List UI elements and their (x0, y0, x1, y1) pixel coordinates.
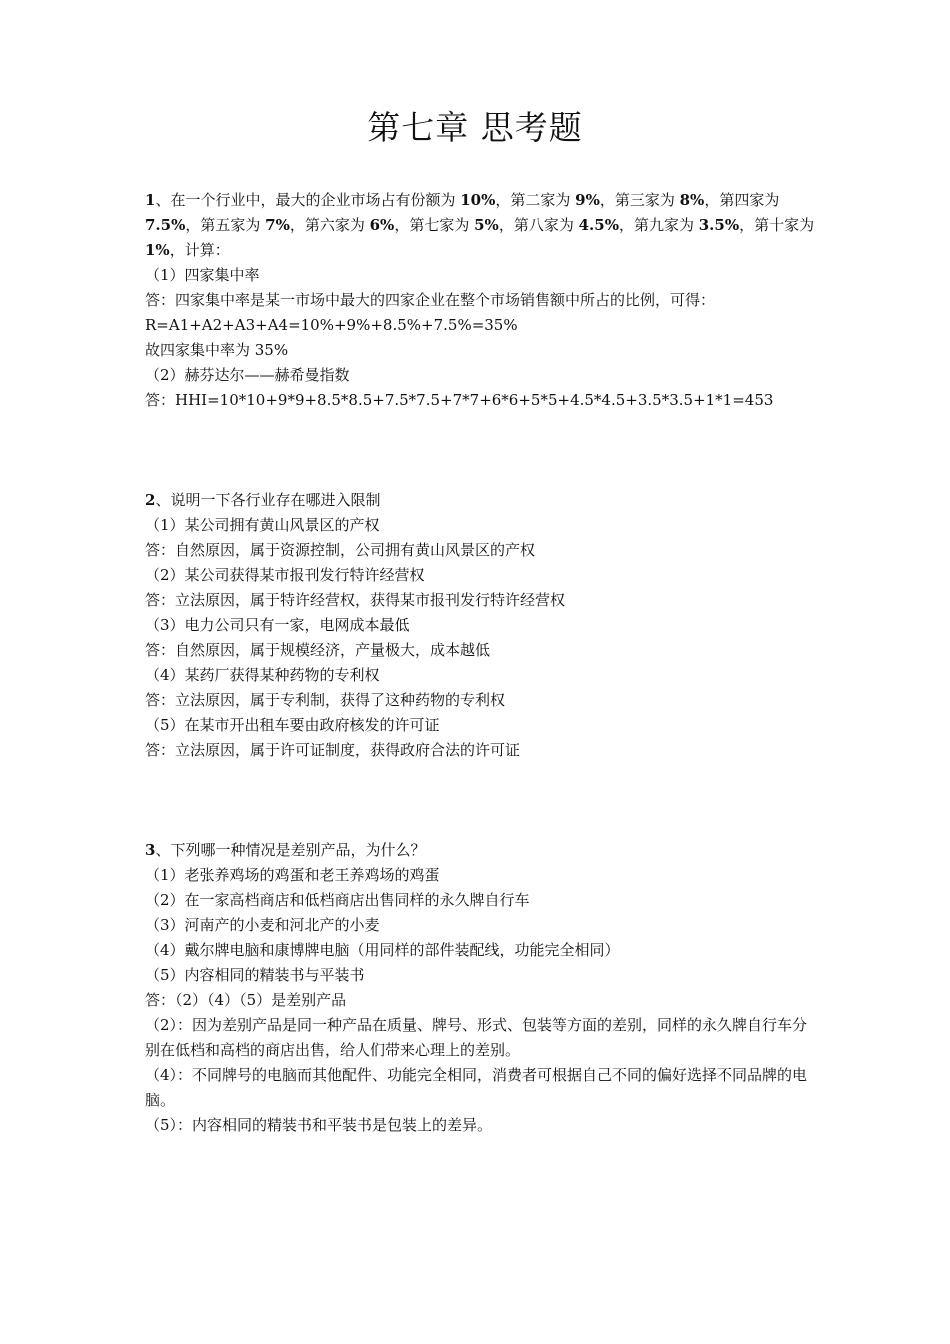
sub-question: （1）老张养鸡场的鸡蛋和老王养鸡场的鸡蛋 (145, 866, 440, 884)
share-value: 1% (145, 241, 170, 259)
prompt-text: ，第二家为 (495, 191, 576, 209)
share-value: 7% (265, 216, 290, 234)
answer-line: 故四家集中率为 35% (145, 341, 289, 359)
heading-text: 、说明一下各行业存在哪进入限制 (155, 491, 381, 509)
sub-question: （1）四家集中率 (145, 266, 260, 284)
answer-line: 答：立法原因，属于特许经营权，获得某市报刊发行特许经营权 (145, 591, 566, 609)
sub-question: （2）在一家高档商店和低档商店出售同样的永久牌自行车 (145, 891, 530, 909)
prompt-text: ，第四家为 (704, 191, 780, 209)
sub-question: （2）某公司获得某市报刊发行特许经营权 (145, 566, 425, 584)
heading-text: 、下列哪一种情况是差别产品，为什么？ (155, 841, 426, 859)
share-value: 5% (474, 216, 499, 234)
question-3 (145, 838, 815, 1138)
sub-question: （5）在某市开出租车要由政府核发的许可证 (145, 716, 440, 734)
answer-line: 答：HHI=10*10+9*9+8.5*8.5+7.5*7.5+7*7+6*6+5*5+4.5*4.5+3.5*3.5+1*1=453 (145, 391, 774, 409)
sub-question: （5）内容相同的精装书与平装书 (145, 966, 365, 984)
question-1-prompt (145, 188, 815, 263)
sub-question: （4）戴尔牌电脑和康博牌电脑（用同样的部件装配线，功能完全相同） (145, 941, 620, 959)
answer-line: 答：自然原因，属于资源控制，公司拥有黄山风景区的产权 (145, 541, 536, 559)
prompt-text: 、在一个行业中，最大的企业市场占有份额为 (155, 191, 461, 209)
share-value: 8% (679, 191, 705, 209)
prompt-text: ，第八家为 (498, 216, 579, 234)
question-3-heading (145, 838, 815, 863)
sub-question: （2）赫芬达尔——赫希曼指数 (145, 366, 350, 384)
prompt-text: ，第七家为 (394, 216, 475, 234)
question-1 (145, 188, 815, 413)
page-title: 第七章 思考题 (367, 108, 583, 147)
answer-line: 答：（2）（4）（5）是差别产品 (145, 991, 347, 1009)
sub-question: （4）某药厂获得某种药物的专利权 (145, 666, 380, 684)
question-number: 2 (145, 491, 156, 509)
share-value: 7.5% (145, 216, 186, 234)
explanation: （5）：内容相同的精装书和平装书是包装上的差异。 (145, 1116, 493, 1134)
prompt-text: ，第九家为 (618, 216, 699, 234)
formula-line: R=A1+A2+A3+A4=10%+9%+8.5%+7.5%=35% (145, 316, 518, 334)
prompt-text: ，第六家为 (289, 216, 370, 234)
question-2 (145, 488, 815, 763)
question-number: 3 (145, 841, 156, 859)
prompt-text: ，第五家为 (185, 216, 266, 234)
sub-question: （1）某公司拥有黄山风景区的产权 (145, 516, 380, 534)
prompt-text: ，计算： (169, 241, 230, 259)
answer-line: 答：立法原因，属于许可证制度，获得政府合法的许可证 (145, 741, 521, 759)
answer-line: 答：自然原因，属于规模经济，产量极大，成本越低 (145, 641, 491, 659)
share-value: 9% (575, 191, 600, 209)
share-value: 6% (369, 216, 395, 234)
answer-line: 答：立法原因，属于专利制，获得了这种药物的专利权 (145, 691, 506, 709)
share-value: 10% (460, 191, 496, 209)
prompt-text: ，第三家为 (599, 191, 680, 209)
question-number: 1 (145, 191, 156, 209)
sub-question: （3）电力公司只有一家，电网成本最低 (145, 616, 410, 634)
explanation: （2）：因为差别产品是同一种产品在质量、牌号、形式、包装等方面的差别，同样的永久牌自行车分别在低档和高档的商店出售，给人们带来心理上的差别。 (145, 1016, 808, 1059)
explanation: （4）：不同牌号的电脑而其他配件、功能完全相同，消费者可根据自己不同的偏好选择不同品牌的电脑。 (145, 1066, 808, 1109)
sub-question: （3）河南产的小麦和河北产的小麦 (145, 916, 380, 934)
question-2-heading (145, 488, 815, 513)
share-value: 3.5% (698, 216, 740, 234)
prompt-text: ，第十家为 (739, 216, 815, 234)
share-value: 4.5% (578, 216, 619, 234)
answer-line: 答：四家集中率是某一市场中最大的四家企业在整个市场销售额中所占的比例，可得： (145, 291, 716, 309)
